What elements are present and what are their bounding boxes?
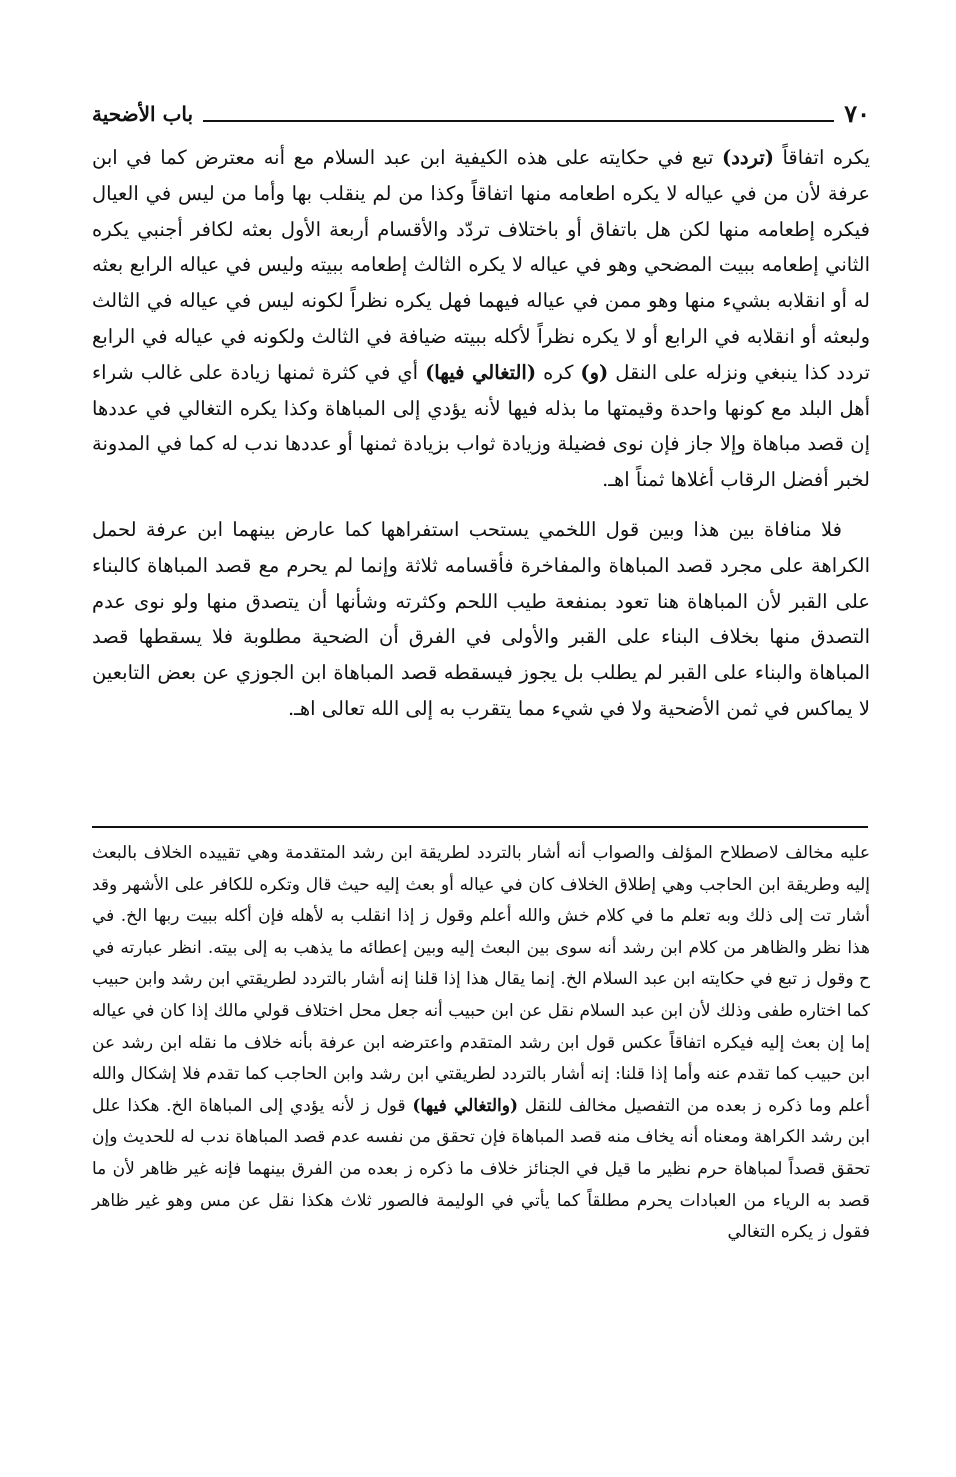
- footnote-text-b: قول ز لأنه يؤدي إلى المباهاة الخ. هكذا علل ابن رشد الكراهة ومعناه أنه يخاف منه قصد المباهاة فإن تحقق من نفسه عدم قصد المباهاة ندب له للحديث وإن تحقق قصداً لمباهاة حرم نظير ما قيل في الجنائز خلاف ما ذكره ز بعده من الفرق بينهما فإنه غير ظاهر لأن ما قصد به الرياء من العبادات يحرم مطلقاً كما يأتي في الوليمة فالصور ثلاث هكذا نقل عن مس وهو غير ظاهر فقول ز يكره التغالي: [92, 1095, 870, 1243]
- footnote-separator: [92, 826, 868, 828]
- main-paragraph-1: [92, 140, 870, 498]
- matn-term-wa: (و): [580, 360, 609, 384]
- footnote-text: [92, 838, 870, 1249]
- running-header: [92, 88, 870, 128]
- matn-term-taraddud: (تردد): [721, 146, 774, 169]
- main-paragraph-1-text-c: كره: [536, 360, 581, 384]
- chapter-title: باب الأضحية: [92, 102, 194, 126]
- footnote-text-a: عليه مخالف لاصطلاح المؤلف والصواب أنه أشار بالتردد لطريقة ابن رشد المتقدمة وهي تقييده الخلاف بالبعث إليه وطريقة ابن الحاجب وهي إطلاق الخلاف كان في عياله أو بعث إليه حيث قال وتكره للكافر على الأشهر وقد أشار تت إلى ذلك وبه تعلم ما في كلام خش والله أعلم وقول ز إذا انقلب به لأهله فإن أكله ببيت ربها الخ. في هذا نظر والظاهر من كلام ابن رشد أنه سوى بين البعث إليه وبين إعطائه ما يذهب به إلى بيته. انظر عبارته في ح وقول ز تبع في حكايته ابن عبد السلام الخ. إنما يقال هذا إذا قلنا إنه أشار بالتردد لطريقتي ابن رشد وابن حبيب كما اختاره طفى وذلك لأن ابن عبد السلام نقل عن ابن حبيب أنه جعل محل اختلاف قولي مالك إذا كان في عياله إما إن بعث إليه فيكره اتفاقاً عكس قول ابن رشد المتقدم واعترضه ابن عرفة بأنه خلاف ما نقله ابن رشد عن ابن حبيب كما تقدم عنه وأما إذا قلنا: إنه أشار بالتردد لطريقتي ابن رشد وابن الحاجب كما تقدم فلا إشكال والله أعلم وما ذكره ز بعده من التفصيل مخالف للنقل: [92, 843, 871, 1116]
- main-paragraph-1-text-a: يكره اتفاقاً: [773, 146, 871, 169]
- main-paragraph-2: فلا منافاة بين هذا وبين قول اللخمي يستحب استفراهها كما عارض بينهما ابن عرفة لحمل الكراهة على مجرد قصد المباهاة والمفاخرة فأقسامه ثلاثة وإنما لم يحرم مع قصد المباهاة كالبناء على القبر لأن المباهاة هنا تعود بمنفعة طيب اللحم وكثرته وشأنها أن يتصدق منها ولو نوى عدم التصدق منها بخلاف البناء على القبر والأولى في الفرق أن الضحية مطلوبة فلا يسقطها قصد المباهاة والبناء على القبر لم يطلب بل يجوز فيسقطه قصد المباهاة ابن الجوزي عن بعض التابعين لا يماكس في ثمن الأضحية ولا في شيء مما يتقرب به إلى الله تعالى اهـ.: [92, 517, 870, 720]
- main-paragraph-1-text-b: تبع في حكايته على هذه الكيفية ابن عبد السلام مع أنه معترض كما في ابن عرفة لأن من في عياله لا يكره اطعامه منها اتفاقاً وكذا من لم ينقلب بها وأما من ليس في العيال فيكره إطعامه منها لكن هل باتفاق أو باختلاف تردّد والأقسام أربعة الأول بعثه لكافر أجنبي يكره الثاني إطعامه ببيت المضحي وهو في عياله لا يكره الثالث إطعامه ببيته وليس في عياله الرابع بعثه له أو انقلابه بشيء منها وهو ممن في عياله فيهما فهل يكره نظراً لكونه ليس في عياله في الثالث ولبعثه أو انقلابه في الرابع أو لا يكره نظراً لأكله ببيته ضيافة في الثالث ولكونه في عياله في الرابع تردد كذا ينبغي ونزله على النقل: [92, 146, 870, 384]
- footnote-term-tagholi: (والتغالي فيها): [412, 1095, 519, 1116]
- matn-term-tagholi: (التغالي فيها): [425, 360, 537, 384]
- main-paragraph-1-text-d: أي في كثرة ثمنها زيادة على غالب شراء أهل البلد مع كونها واحدة وقيمتها ما بذله فيها لأنه يؤدي إلى المباهاة وكذا يكره التغالي في عددها إن قصد مباهاة وإلا جاز فإن نوى فضيلة وزيادة ثواب بزيادة ثمنها أو عددها ندب له كما في المدونة لخبر أفضل الرقاب أغلاها ثمناً اهـ.: [92, 360, 870, 492]
- page-number: ٧٠: [844, 99, 870, 128]
- footnote-paragraph: [92, 838, 870, 1249]
- book-page: [92, 0, 870, 1477]
- header-rule: [203, 120, 834, 122]
- main-text: [92, 140, 870, 741]
